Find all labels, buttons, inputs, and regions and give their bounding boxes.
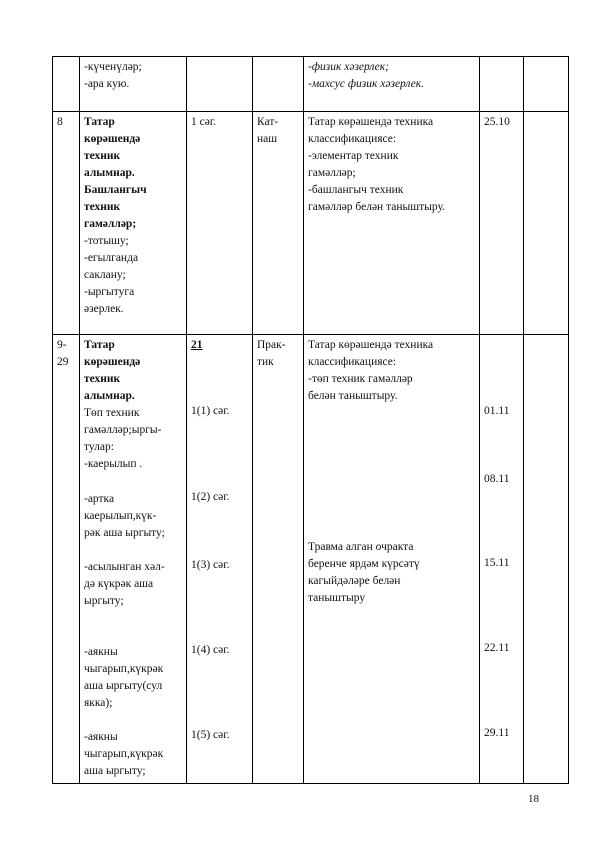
date-value: 08.11 — [484, 473, 510, 485]
content-line: гамәлләр; — [308, 167, 356, 179]
date-cell — [480, 57, 524, 112]
topic-line: аша ыргыту; — [84, 765, 146, 777]
content-cell — [304, 335, 480, 784]
topic-line: -тотышу; — [84, 235, 129, 247]
topic-cell — [80, 57, 187, 112]
hours-cell — [187, 57, 253, 112]
topic-line: аша ыргыту(сул — [84, 680, 163, 692]
hours-value: 1(3) сәг. — [191, 559, 230, 571]
content-line: -физик хәзерлек; — [308, 61, 389, 73]
topic-line: көрәшендә — [84, 133, 141, 145]
topic-cell — [80, 112, 187, 335]
date-cell — [480, 335, 524, 784]
subtopic-block — [84, 644, 163, 712]
content-line: -башлангыч техник — [308, 184, 404, 196]
topic-line: техник — [84, 373, 121, 385]
topic-cell — [80, 335, 187, 784]
date-value: 22.11 — [484, 642, 510, 654]
content-line: классификациясе: — [308, 356, 397, 368]
topic-line: -ара кую. — [84, 78, 130, 90]
topic-line: чыгарып,күкрәк — [84, 663, 164, 675]
hours-total: 21 — [191, 339, 203, 351]
extra-cell — [524, 335, 569, 784]
content-line: Травма алган очракта — [308, 541, 414, 553]
type-line: наш — [257, 133, 278, 145]
topic-line: -күченүләр; — [84, 61, 142, 73]
topic-line: якка); — [84, 697, 113, 709]
topic-line: гамәлләр; — [84, 218, 137, 230]
content-line: беренче ярдәм күрсәтү — [308, 558, 420, 570]
content-line: гамәлләр белән таныштыру. — [308, 201, 445, 213]
topic-line: -каерылып . — [84, 458, 143, 470]
topic-line: алымнар. — [84, 167, 135, 179]
subtopic-block — [84, 729, 163, 780]
content-line: -махсус физик хәзерлек. — [308, 78, 425, 90]
topic-line: тулар: — [84, 441, 114, 453]
date-value: 01.11 — [484, 405, 510, 417]
content-line: классификациясе: — [308, 133, 397, 145]
topic-line: саклану; — [84, 269, 126, 281]
type-line: тик — [257, 356, 274, 368]
topic-line: чыгарып,күкрәк — [84, 748, 164, 760]
topic-line: техник — [84, 201, 121, 213]
content-line: белән таныштыру. — [308, 390, 398, 402]
topic-line: рәк аша ыргыту; — [84, 527, 165, 539]
content-line: Татар көрәшендә техника — [308, 116, 434, 128]
hours-cell — [187, 112, 253, 335]
type-cell — [253, 335, 304, 784]
type-line: Прак- — [257, 339, 286, 351]
page-number: 18 — [528, 793, 539, 805]
num-cell — [53, 335, 80, 784]
hours-cell — [187, 335, 253, 784]
topic-line: -аякны — [84, 646, 118, 658]
extra-cell — [524, 57, 569, 112]
topic-line: Башлангыч — [84, 184, 147, 196]
topic-line: алымнар. — [84, 390, 135, 402]
hours-value: 1 сәг. — [191, 116, 217, 128]
lesson-plan-table — [52, 56, 569, 784]
type-cell — [253, 57, 304, 112]
topic-line: Татар — [84, 339, 115, 351]
topic-line: ыргыту; — [84, 595, 124, 607]
row-number: 29 — [57, 356, 69, 368]
extra-cell — [524, 112, 569, 335]
hours-value: 1(2) сәг. — [191, 491, 230, 503]
row-number: 9- — [57, 339, 67, 351]
topic-line: гамәлләр;ыргы- — [84, 424, 162, 436]
subtopic-block — [84, 559, 165, 610]
num-cell — [53, 112, 80, 335]
topic-line: каерылып,күк- — [84, 510, 157, 522]
content-line: -төп техник гамәлләр — [308, 373, 413, 385]
hours-value: 1(4) сәг. — [191, 644, 230, 656]
topic-line: -ыргытуга — [84, 286, 135, 298]
hours-value: 1(1) сәг. — [191, 405, 230, 417]
content-cell — [304, 112, 480, 335]
topic-line: -асылынган хәл- — [84, 561, 165, 573]
content-cell — [304, 57, 480, 112]
date-value: 25.10 — [484, 116, 510, 128]
topic-line: техник — [84, 150, 121, 162]
table-row-8 — [53, 112, 569, 335]
topic-line: Татар — [84, 116, 115, 128]
hours-value: 1(5) сәг. — [191, 729, 230, 741]
date-value: 15.11 — [484, 557, 510, 569]
date-value: 29.11 — [484, 727, 510, 739]
content-line: таныштыру — [308, 592, 366, 604]
topic-line: Төп техник — [84, 407, 140, 419]
table-row-9-29 — [53, 335, 569, 784]
topic-line: көрәшендә — [84, 356, 141, 368]
date-cell — [480, 112, 524, 335]
topic-line: -егылганда — [84, 252, 139, 264]
trauma-note — [308, 539, 420, 607]
num-cell — [53, 57, 80, 112]
content-line: -элементар техник — [308, 150, 399, 162]
content-line: кагыйдәләре белән — [308, 575, 401, 587]
topic-line: дә күкрәк аша — [84, 578, 154, 590]
content-line: Татар көрәшендә техника — [308, 339, 434, 351]
topic-line: -аякны — [84, 731, 118, 743]
table-row-continuation — [53, 57, 569, 112]
topic-line: әзерлек. — [84, 303, 124, 315]
type-line: Кат- — [257, 116, 279, 128]
type-cell — [253, 112, 304, 335]
subtopic-block — [84, 491, 165, 542]
topic-line: -артка — [84, 493, 115, 505]
row-number: 8 — [57, 116, 63, 128]
